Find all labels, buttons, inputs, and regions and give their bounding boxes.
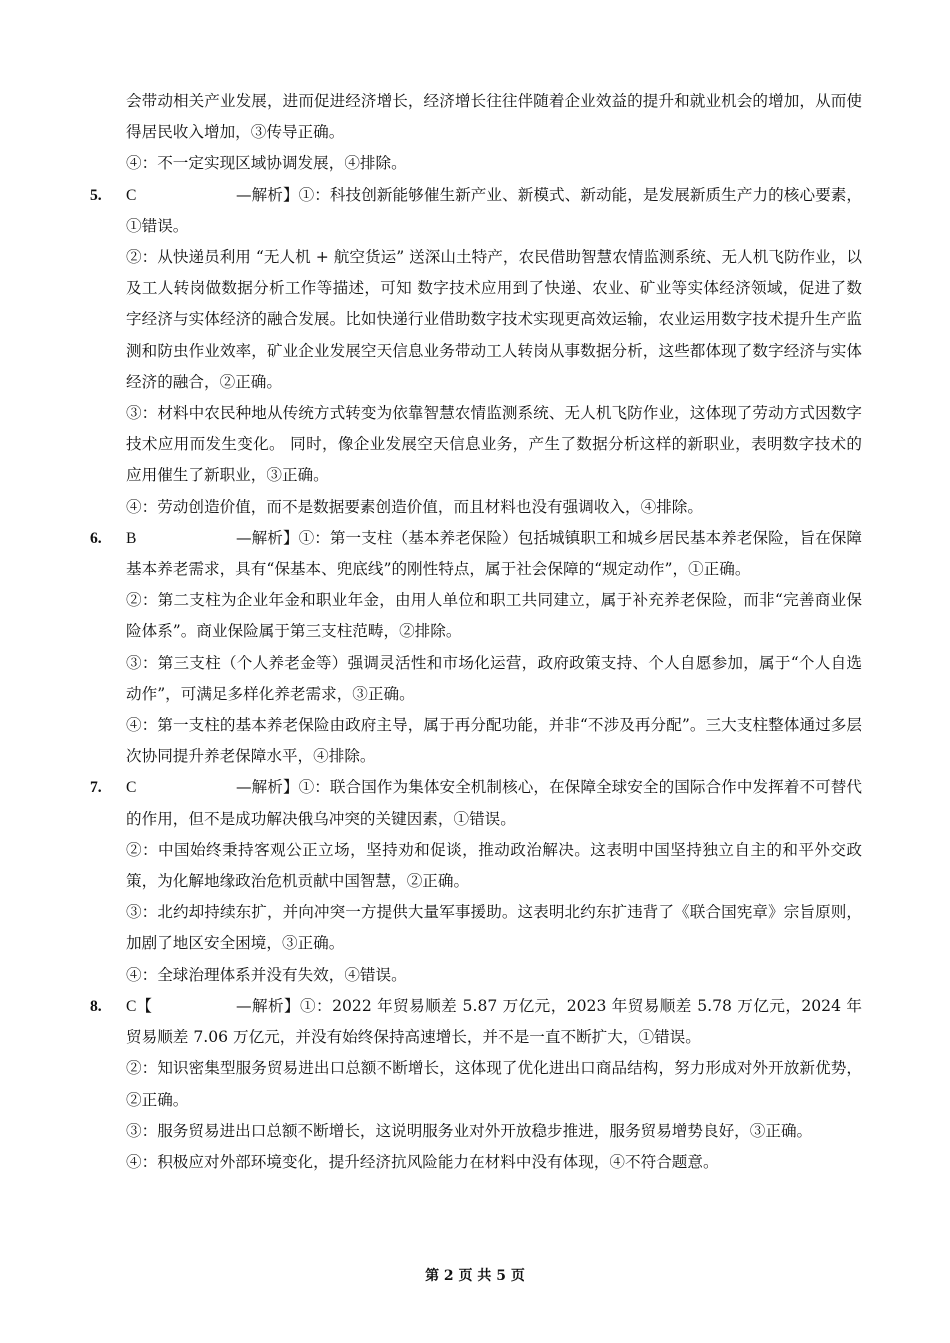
analysis-line: ②：中国始终秉持客观公正立场，坚持劝和促谈，推动政治解决。这表明中国坚持独立自主的和平外交政策，为化解地缘政治危机贡献中国智慧，②正确。 (126, 840, 862, 891)
analysis-line: ②：知识密集型服务贸易进出口总额不断增长，这体现了优化进出口商品结构，努力形成对外开放新优势，②正确。 (126, 1059, 862, 1109)
question-number: 8. (90, 997, 102, 1015)
analysis-line: ④：第一支柱的基本养老保险由政府主导，属于再分配功能，并非“不涉及再分配”。三大支柱整体通过多层次协同提升养老保障水平，④排除。 (126, 716, 862, 766)
question-6 (90, 523, 862, 773)
question-5 (90, 180, 862, 523)
analysis-line: ③：北约却持续东扩，并向冲突一方提供大量军事援助。这表明北约东扩违背了《联合国宪章》宗旨原则，加剧了地区安全困境，③正确。 (126, 903, 862, 953)
question-7 (90, 772, 862, 990)
analysis-line: ④：劳动创造价值，而不是数据要素创造价值，而且材料也没有强调收入，④排除。 (126, 497, 703, 516)
analysis-line: —解析】①：第一支柱（基本养老保险）包括城镇职工和城乡居民基本养老保险，旨在保障基本养老需求，具有“保基本、兜底线”的刚性特点，属于社会保障的“规定动作”，①正确。 (126, 528, 862, 579)
question-number: 6. (90, 529, 102, 547)
analysis-line: —解析】①：联合国作为集体安全机制核心，在保障全球安全的国际合作中发挥着不可替代的作用，但不是成功解决俄乌冲突的关键因素，①错误。 (126, 778, 862, 828)
analysis-line: ③：服务贸易进出口总额不断增长，这说明服务业对外开放稳步推进，服务贸易增势良好，③正确。 (126, 1121, 813, 1140)
question-number: 5. (90, 186, 102, 204)
question-answer: B (126, 529, 137, 547)
analysis-line: ③：材料中农民种地从传统方式转变为依靠智慧农情监测系统、无人机飞防作业，这体现了劳动方式因数字技术应用而发生变化。 同时，像企业发展空天信息业务，产生了数据分析这样的新职业，表明数字技术的应用催生了新职业，③正确。 (126, 404, 862, 485)
question-answer: C (126, 186, 137, 204)
analysis-line: ②：从快递员利用 “无人机 + 航空货运” 送深山土特产，农民借助智慧农情监测系统、无人机飞防作业，以及工人转岗做数据分析工作等描述，可知 数字技术应用到了快递、农业、矿业等实体经济领域，促进了数字经济与实体经济的融合发展。比如快递行业借助数字技术实现更高效运输，农业运用数字技术提升生产监测和防虫作业效率，矿业企业发展空天信息业务带动工人转岗从事数据分析，这些都体现了数字经济与实体经济的融合，②正确。 (126, 248, 862, 391)
page-footer: 第 2 页 共 5 页 (425, 1268, 525, 1284)
analysis-line: —解析】①：2022 年贸易顺差 5.87 万亿元，2023 年贸易顺差 5.78 万亿元，2024 年贸易顺差 7.06 万亿元，并没有始终保持高速增长，并不是一直不断扩大，①错误。 (126, 996, 862, 1047)
analysis-line: ③：第三支柱（个人养老金等）强调灵活性和市场化运营，政府政策支持、个人自愿参加，属于“个人自选动作”，可满足多样化养老需求，③正确。 (126, 653, 862, 703)
analysis-line: —解析】①：科技创新能够催生新产业、新模式、新动能，是发展新质生产力的核心要素，①错误。 (126, 185, 862, 235)
question-answer: C (126, 779, 137, 797)
question-number: 7. (90, 779, 102, 797)
analysis-line: ④：全球治理体系并没有失效，④错误。 (126, 965, 407, 984)
question-8 (90, 991, 862, 1178)
continuation-paragraph: ④：不一定实现区域协调发展，④排除。 (126, 154, 407, 173)
question-answer: C【 (126, 997, 152, 1015)
answer-content (90, 86, 862, 1178)
continuation-paragraph: 会带动相关产业发展，进而促进经济增长，经济增长往往伴随着企业效益的提升和就业机会的增加，从而使得居民收入增加，③传导正确。 (126, 92, 862, 142)
analysis-line: ②：第二支柱为企业年金和职业年金，由用人单位和职工共同建立，属于补充养老保险，而非“完善商业保险体系”。商业保险属于第三支柱范畴，②排除。 (126, 591, 862, 641)
analysis-line: ④：积极应对外部环境变化，提升经济抗风险能力在材料中没有体现，④不符合题意。 (126, 1152, 719, 1171)
